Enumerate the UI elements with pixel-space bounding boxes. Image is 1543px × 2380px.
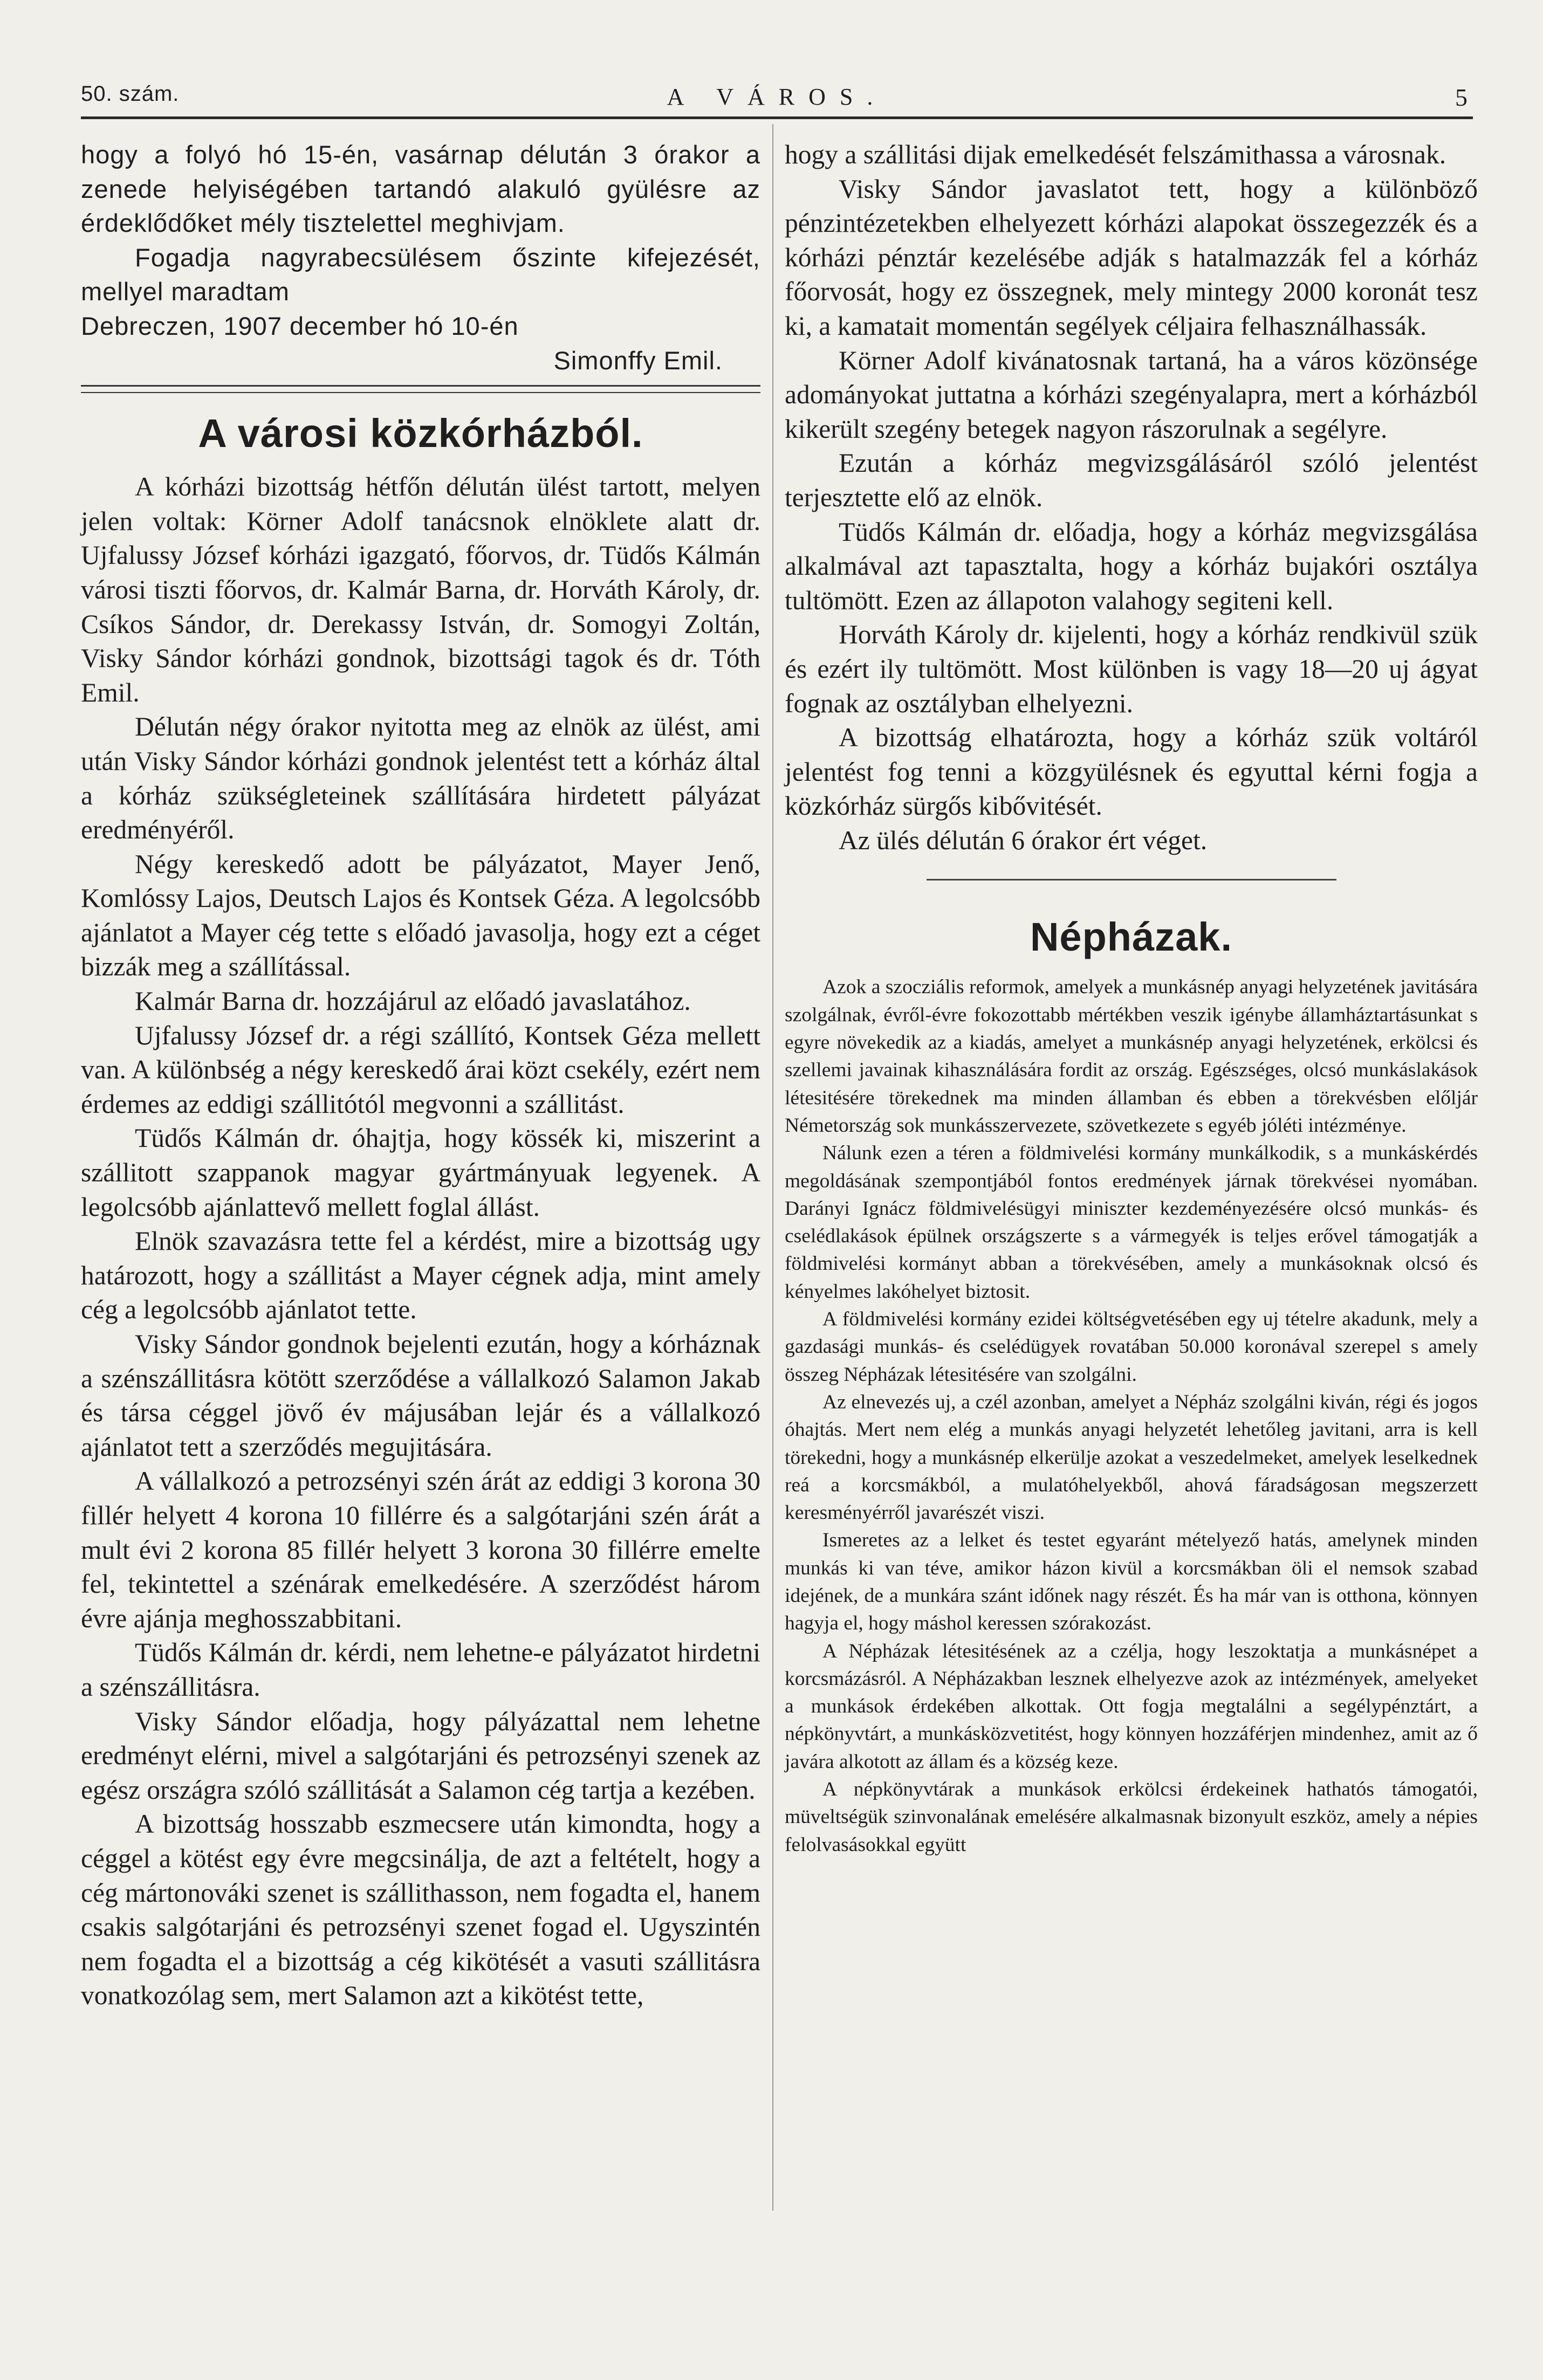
letter-closing: Fogadja nagyrabecsülésem őszinte kifejezését, mellyel maradtam — [81, 243, 760, 306]
article-paragraph: Azok a szocziális reformok, amelyek a munkásnép anyagi helyzetének javitására szolgálnak, évről-évre fokozottabb mértékben veszik igénybe államháztartásunkat s egyre növekedik az a kiadás, amelyet a munkásnép anyagi helyzetének, erkölcsi és szellemi javainak kihasználására fordit az ország. Egészséges, olcsó munkáslakások létesitésére törekednek ma minden államban és ebben a törekvésben előljár Németország sok munkásszervezete, szövetkezete s egyéb jóléti intézménye. — [785, 976, 1478, 1137]
article-paragraph: A földmivelési kormány ezidei költségvetésében egy uj tételre akadunk, mely a gazdasági munkás- és cselédügyek rovatában 50.000 koronával szerepel s amely összeg Népházak létesitésére van szolgálni. — [785, 1308, 1478, 1386]
article-paragraph: A Népházak létesitésének az a czélja, hogy leszoktatja a munkásnépet a korcsmázásról. A Népházakban lesznek elhelyezve azok az intézmények, amelyeket a munkások érdekében alkottak. Ott fogja megtalálni a segélypénztárt, a népkönyvtárt, a munkásközvetitést, hogy könnyen hozzáférjen mindenhez, amit az ő javára alkotott az állam és a község keze. — [785, 1640, 1478, 1773]
article-paragraph: Ismeretes az a lelket és testet egyaránt mételyező hatás, amelynek minden munkás ki van téve, amikor házon kivül a korcsmákban öli el nemsok szabad idejének, de a munkára szánt időnek nagy részét. És ha már van is otthona, könnyen hagyja el, hogy máshol keressen szórakozást. — [785, 1529, 1478, 1635]
article-title: A városi közkórházból. — [198, 411, 643, 456]
second-article-body — [785, 973, 1478, 1859]
article-paragraph: A vállalkozó a petrozsényi szén árát az eddigi 3 korona 30 fillér helyett 4 korona 10 fillérre és a salgótarjáni szén árát a mult évi 2 korona 85 fillér helyett 3 korona 30 fillérre emelte fel, tekintettel a szénárak emelkedésére. A szerződést három évre ajánja meghosszabbitani. — [81, 1466, 760, 1633]
article-paragraph: Elnök szavazásra tette fel a kérdést, mire a bizottság ugy határozott, hogy a szállitást a Mayer cégnek adja, mint amely cég a legolcsóbb ajánlatot tette. — [81, 1226, 760, 1325]
article-paragraph: Az elnevezés uj, a czél azonban, amelyet a Népház szolgálni kiván, régi és jogos óhajtás. Mert nem elég a munkás anyagi helyzetét lehetőleg javitani, arra is kell törekedni, hogy a munkásnép elkerülje azokat a veszedelmeket, amelyek leselkednek reá a korcsmákból, a mulatóhelyekből, ahová fáradságosan megszerzett keresményérről javarészét viszi. — [785, 1391, 1478, 1524]
article-paragraph: Visky Sándor gondnok bejelenti ezután, hogy a kórháznak a szénszállitásra kötött szerződése a vállalkozó Salamon Jakab és társa céggel jövő év májusában lejár és a vállalkozó ajánlatot tett a szerződés megujitására. — [81, 1329, 760, 1462]
newspaper-title: A VÁROS. — [667, 84, 887, 110]
letter-block — [81, 137, 760, 377]
article-paragraph: Kalmár Barna dr. hozzájárul az előadó javaslatához. — [135, 986, 691, 1016]
article-paragraph: A kórházi bizottság hétfőn délután ülést tartott, melyen jelen voltak: Körner Adolf tanácsnok elnöklete alatt dr. Ujfalussy József kórházi igazgató, főorvos, dr. Tüdős Kálmán városi tiszti főorvos, dr. Kalmár Barna, dr. Horváth Károly, dr. Csíkos Sándor, dr. Derekassy István, dr. Somogyi Zoltán, Visky Sándor kórházi gondnok, bizottsági tagok és dr. Tóth Emil. — [81, 472, 760, 707]
letter-body: hogy a folyó hó 15-én, vasárnap délután 3 órakor a zenede helyiségében tartandó alakuló gyülésre az érdeklődőket mély tisztelettel meghivjam. — [81, 140, 760, 238]
article-paragraph: Az ülés délután 6 órakor ért véget. — [839, 825, 1208, 855]
article-paragraph: Ujfalussy József dr. a régi szállító, Kontsek Géza mellett van. A különbség a négy kereskedő árai közt csekély, ezért nem érdemes az eddigi szállitótól megvonni a szállitást. — [81, 1020, 760, 1119]
letter-date: Debreczen, 1907 december hó 10-én — [81, 311, 519, 340]
right-column — [785, 137, 1478, 1859]
article-paragraph: Tüdős Kálmán dr. kérdi, nem lehetne-e pályázatot hirdetni a szénszállitásra. — [81, 1638, 760, 1702]
article-paragraph: A bizottság hosszabb eszmecsere után kimondta, hogy a céggel a kötést egy évre megcsinálja, de azt a feltételt, hogy a cég mártonováki szenet is szállithasson, nem fogadta el, hanem csakis salgótarjáni és petrozsényi szenet fogad el. Ugyszintén nem fogadta el a bizottság a cég kikötését a vasuti szállitásra vonatkozólag sem, mert Salamon azt a kikötést tette, — [81, 1809, 760, 2011]
article-paragraph: Nálunk ezen a téren a földmivelési kormány munkálkodik, s a munkáskérdés megoldásának szempontjából fontos eredmények járnak törekvései nyomában. Darányi Ignácz földmivelésügyi miniszter kezdeményezésére olcsó munkás- és cselédlakások épülnek országszerte s a vármegyék is teljes erővel támogatják a földmivelési kormányt abban a törekvésében, amely a munkásoknak olcsó és kényelmes lakóhelyet biztosit. — [785, 1142, 1478, 1303]
article-paragraph: Tüdős Kálmán dr. előadja, hogy a kórház megvizsgálása alkalmával azt tapasztalta, hogy a kórház bujakóri osztálya tultömött. Ezen az állapoton valahogy segiteni kell. — [785, 517, 1478, 615]
column-divider — [772, 124, 773, 2211]
article-paragraph: Visky Sándor javaslatot tett, hogy a különböző pénzintézetekben elhelyezett kórházi alapokat összegezzék és a kórházi pénztár kezelésébe adják s hatalmazzák fel a kórház főorvosát, hogy ez összegnek, mely mintegy 2000 koronát tesz ki, a kamatait momentán segélyek céljaira felhasználhassák. — [785, 174, 1478, 341]
article-body — [81, 470, 760, 2013]
page-header — [81, 75, 1473, 119]
article-paragraph: A bizottság elhatározta, hogy a kórház szük voltáról jelentést fog tenni a közgyülésnek és egyuttal kérni fogja a közkórház sürgős kibővitését. — [785, 723, 1478, 821]
article-paragraph: Horváth Károly dr. kijelenti, hogy a kórház rendkivül szük és ezért ily tultömött. Most különben is vagy 18—20 uj ágyat fognak az osztályban elhelyezni. — [785, 620, 1478, 718]
article-paragraph: Visky Sándor előadja, hogy pályázattal nem lehetne eredményt elérni, mivel a salgótarjáni és petrozsényi szenek az egész országra szóló szállitását a Salamon cég tartja a kezében. — [81, 1706, 760, 1805]
article-paragraph: Körner Adolf kivánatosnak tartaná, ha a város közönsége adományokat juttatna a kórházi szegényalapra, mert a kórházból kikerült szegény betegek nagyon rászorulnak a segélyre. — [785, 345, 1478, 444]
article-paragraph: Ezután a kórház megvizsgálásáról szóló jelentést terjesztette elő az elnök. — [785, 448, 1478, 512]
second-article-title: Népházak. — [1030, 914, 1233, 960]
article-paragraph: A népkönyvtárak a munkások erkölcsi érdekeinek hathatós támogatói, müveltségük szinvonalának emelésére alkalmasnak bizonyult eszköz, amely a népies felolvasásokkal együtt — [785, 1778, 1478, 1856]
article-paragraph: Délután négy órakor nyitotta meg az elnök az ülést, ami után Visky Sándor kórházi gondnok jelentést tett a kórház által a kórház szükségleteinek szállítására hirdetett pályázat eredményéről. — [81, 712, 760, 845]
page-number: 5 — [1455, 84, 1467, 111]
left-column — [81, 137, 760, 2013]
article-paragraph: Négy kereskedő adott be pályázatot, Mayer Jenő, Komlóssy Lajos, Deutsch Lajos és Kontsek Géza. A legolcsóbb ajánlatot a Mayer cég tette s előadó javasolja, hogy ezt a céget bizzák meg a szállítással. — [81, 849, 760, 982]
section-divider — [927, 879, 1336, 881]
article-continuation: hogy a szállitási dijak emelkedését felszámithassa a városnak. — [785, 140, 1446, 169]
article-paragraph: Tüdős Kálmán dr. óhajtja, hogy kössék ki, miszerint a szállitott szappanok magyar gyártmányuak legyenek. A legolcsóbb ajánlattevő mellett foglal állást. — [81, 1123, 760, 1222]
header-rule — [81, 116, 1473, 119]
issue-number: 50. szám. — [81, 82, 180, 106]
section-divider — [81, 385, 760, 393]
letter-signature: Simonffy Emil. — [553, 346, 723, 375]
